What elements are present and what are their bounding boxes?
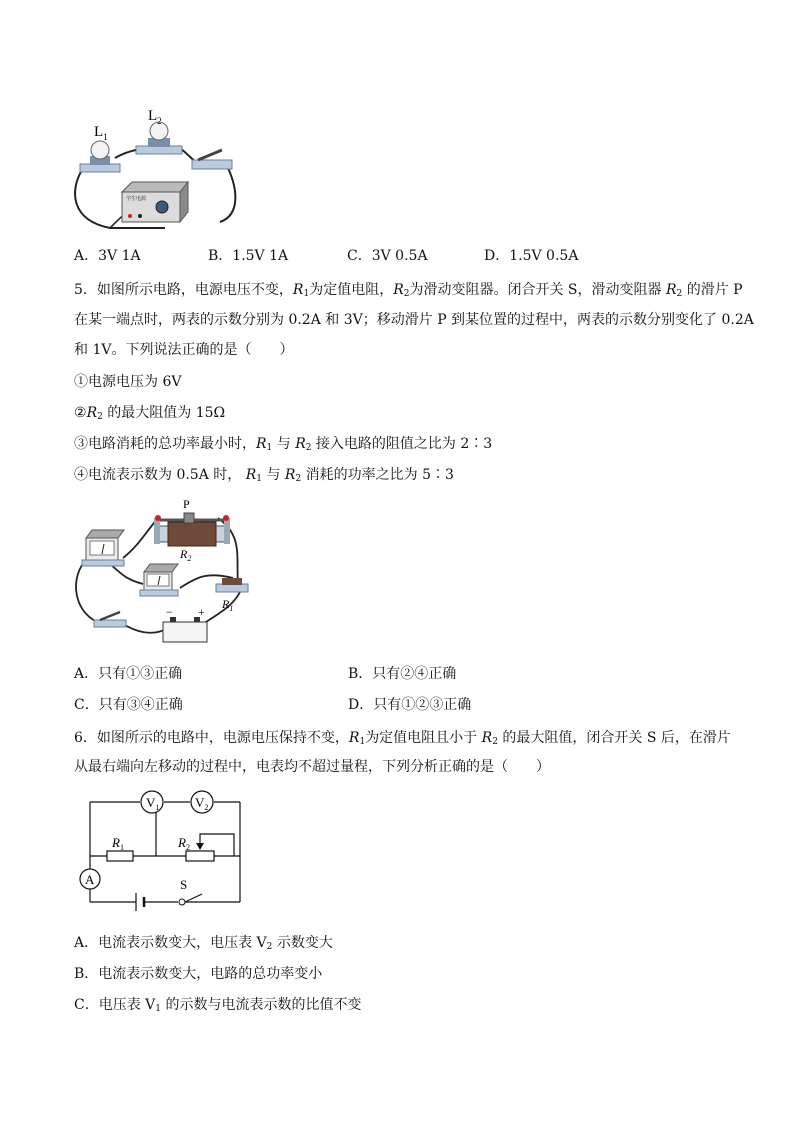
figure-q6-circuit-diagram	[74, 790, 249, 915]
label-r2: R	[178, 835, 186, 850]
q5-stem-line-3: 和 1V。下列说法正确的是（ ）	[74, 342, 294, 358]
q4-option-b[interactable]: B．1.5V 1A	[208, 248, 289, 264]
figure-q5-circuit-photo	[68, 496, 268, 648]
q4-option-c[interactable]: C．3V 0.5A	[347, 248, 428, 264]
q5-statement-4: ④电流表示数为 0.5A 时， $R_1$ 与 $R_2$ 消耗的功率之比为 5∶3	[74, 467, 454, 484]
svg-text:V1: $V_1$	[146, 795, 160, 812]
figure-q4-circuit-photo	[70, 100, 240, 235]
svg-text:R2: $R_2$	[180, 547, 192, 563]
label-ammeter: A	[85, 872, 95, 887]
label-plus: +	[198, 605, 205, 619]
q5-option-b[interactable]: B．只有②④正确	[348, 666, 457, 682]
q6-stem-line-2: 从最右端向左移动的过程中，电表均不超过量程，下列分析正确的是（ ）	[74, 759, 550, 775]
svg-text:R1: $R_1$	[222, 597, 234, 613]
q4-option-d[interactable]: D．1.5V 0.5A	[484, 248, 579, 264]
label-r1: R	[112, 835, 120, 850]
q5-option-c[interactable]: C．只有③④正确	[74, 697, 183, 713]
q5-stem-line-1: 5．如图所示电路，电源电压不变，$R_1$为定值电阻，$R_2$为滑动变阻器。闭合开关 S，滑动变阻器 $R_2$ 的滑片 P	[74, 282, 743, 299]
q6-stem-line-1: 6．如图所示的电路中，电源电压保持不变，$R_1$为定值电阻且小于 $R_2$ 的最大阻值，闭合开关 S 后，在滑片	[74, 730, 731, 747]
q5-statement-3: ③电路消耗的总功率最小时，$R_1$ 与 $R_2$ 接入电路的阻值之比为 2∶3	[74, 436, 493, 453]
svg-text:R2: $R_2$	[178, 835, 190, 852]
label-l2: L	[148, 108, 158, 124]
label-minus: −	[166, 605, 173, 619]
q5-option-d[interactable]: D．只有①②③正确	[348, 697, 472, 713]
q5-statement-2: $②R_2$ 的最大阻值为 15Ω	[74, 405, 226, 422]
label-v2: V	[195, 795, 205, 810]
q6-option-c[interactable]: C．电压表 $V_1$ 的示数与电流表示数的比值不变	[74, 997, 362, 1014]
svg-text:R1: $R_1$	[112, 835, 124, 852]
q5-option-a[interactable]: A．只有①③正确	[74, 666, 183, 682]
label-p: P	[183, 497, 190, 511]
label-l1: L	[94, 124, 104, 140]
label-v1: V	[146, 795, 156, 810]
svg-text:L1: $L_1$	[94, 124, 108, 142]
power-supply-label: 学生电源	[126, 197, 147, 202]
svg-text:V2: $V_2$	[195, 795, 209, 812]
q5-stem-line-2: 在某一端点时，两表的示数分别为 0.2A 和 3V；移动滑片 P 到某位置的过程中，两表的示数分别变化了 0.2A	[74, 312, 754, 328]
q6-option-a[interactable]: A．电流表示数变大，电压表 $V_2$ 示数变大	[74, 935, 333, 952]
label-r2: R	[180, 547, 188, 561]
svg-text:L2: $L_2$	[148, 108, 162, 126]
q6-option-b[interactable]: B．电流表示数变大，电路的总功率变小	[74, 966, 323, 982]
q5-statement-1: ①电源电压为 6V	[74, 374, 182, 390]
label-r1: R	[222, 597, 230, 611]
label-switch-s: S	[180, 877, 188, 892]
q4-option-a[interactable]: A．3V 1A	[74, 248, 141, 264]
